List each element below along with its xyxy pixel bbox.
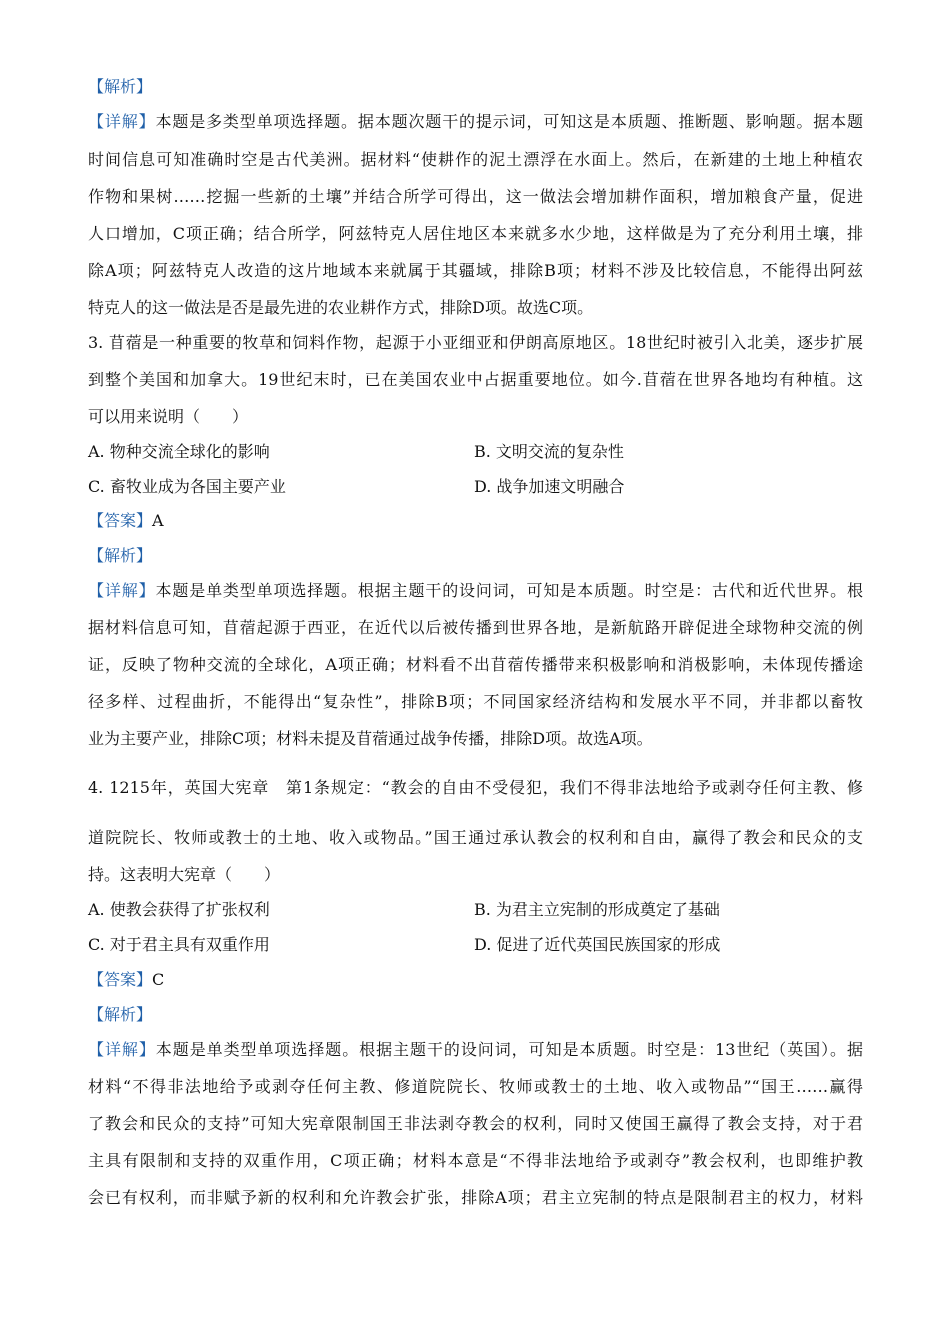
q4-stem-line: 4. 1215年，英国大宪章 第1条规定：“教会的自由不受侵犯，我们不得非法地给予或剥夺任何主教、修 bbox=[88, 778, 863, 797]
q4-stem-line: 道院院长、牧师或教士的土地、收入或物品。”国王通过承认教会的权利和自由，赢得了教会和民众的支 bbox=[88, 828, 863, 847]
q3-detail-line: 据材料信息可知，苜蓿起源于西亚，在近代以后被传播到世界各地，是新航路开辟促进全球物种交流的例 bbox=[88, 618, 863, 637]
q2-detail-line: 特克人的这一做法是否是最先进的农业耕作方式，排除D项。故选C项。 bbox=[88, 298, 594, 317]
q3-detail-line: 【详解】本题是单类型单项选择题。根据主题干的设问词，可知是本质题。时空是：古代和近代世界。根 bbox=[88, 581, 863, 600]
q4-analysis-tag: 【解析】 bbox=[88, 1005, 153, 1024]
q4-detail-line: 主具有限制和支持的双重作用，C项正确；材料本意是“不得非法地给予或剥夺”教会权利，也即维护教 bbox=[88, 1151, 863, 1170]
q3-option-d: D. 战争加速文明融合 bbox=[474, 477, 625, 496]
q3-stem-line: 3. 苜蓿是一种重要的牧草和饲料作物，起源于小亚细亚和伊朗高原地区。18世纪时被引入北美，逐步扩展 bbox=[88, 333, 863, 352]
q4-option-b: B. 为君主立宪制的形成奠定了基础 bbox=[474, 900, 720, 919]
q4-detail-line: 会已有权利，而非赋予新的权利和允许教会扩张，排除A项；君主立宪制的特点是限制君主的权力，材料 bbox=[88, 1188, 863, 1207]
q4-stem-line: 持。这表明大宪章（ ） bbox=[88, 865, 281, 884]
q3-detail-line: 证，反映了物种交流的全球化，A项正确；材料看不出苜蓿传播带来积极影响和消极影响，未体现传播途 bbox=[88, 655, 863, 674]
q2-analysis-tag: 【解析】 bbox=[88, 77, 153, 96]
q3-stem-line: 到整个美国和加拿大。19世纪末时，已在美国农业中占据重要地位。如今.苜蓿在世界各地均有种植。这 bbox=[88, 370, 863, 389]
q3-analysis-tag: 【解析】 bbox=[88, 546, 153, 565]
q3-stem-line: 可以用来说明（ ） bbox=[88, 407, 249, 426]
q2-detail-line: 作物和果树……挖掘一些新的土壤”并结合所学可得出，这一做法会增加耕作面积，增加粮食产量，促进 bbox=[88, 187, 863, 206]
q4-detail-line: 了教会和民众的支持”可知大宪章限制国王非法剥夺教会的权利，同时又使国王赢得了教会支持，对于君 bbox=[88, 1114, 863, 1133]
q3-detail-line: 径多样、过程曲折，不能得出“复杂性”，排除B项；不同国家经济结构和发展水平不同，并非都以畜牧 bbox=[88, 692, 863, 711]
q4-option-d: D. 促进了近代英国民族国家的形成 bbox=[474, 935, 721, 954]
q3-option-c: C. 畜牧业成为各国主要产业 bbox=[88, 477, 286, 496]
q4-answer: 【答案】C bbox=[88, 970, 165, 989]
q3-option-b: B. 文明交流的复杂性 bbox=[474, 442, 624, 461]
q3-answer: 【答案】A bbox=[88, 511, 164, 530]
q2-detail-line: 除A项；阿兹特克人改造的这片地域本来就属于其疆域，排除B项；材料不涉及比较信息，不能得出阿兹 bbox=[88, 261, 863, 280]
q2-detail-line: 时间信息可知准确时空是古代美洲。据材料“使耕作的泥土漂浮在水面上。然后，在新建的土地上种植农 bbox=[88, 150, 863, 169]
q4-option-c: C. 对于君主具有双重作用 bbox=[88, 935, 270, 954]
q2-detail-line: 【详解】本题是多类型单项选择题。据本题次题干的提示词，可知这是本质题、推断题、影响题。据本题 bbox=[88, 112, 863, 131]
q4-detail-line: 【详解】本题是单类型单项选择题。根据主题干的设问词，可知是本质题。时空是：13世纪（英国）。据 bbox=[88, 1040, 863, 1059]
q3-option-a: A. 物种交流全球化的影响 bbox=[88, 442, 270, 461]
q3-detail-line: 业为主要产业，排除C项；材料未提及苜蓿通过战争传播，排除D项。故选A项。 bbox=[88, 729, 653, 748]
q2-detail-line: 人口增加，C项正确；结合所学，阿兹特克人居住地区本来就多水少地，这样做是为了充分利用土壤，排 bbox=[88, 224, 863, 243]
q4-option-a: A. 使教会获得了扩张权利 bbox=[88, 900, 270, 919]
q4-detail-line: 材料“不得非法地给予或剥夺任何主教、修道院院长、牧师或教士的土地、收入或物品”“国王……赢得 bbox=[88, 1077, 863, 1096]
